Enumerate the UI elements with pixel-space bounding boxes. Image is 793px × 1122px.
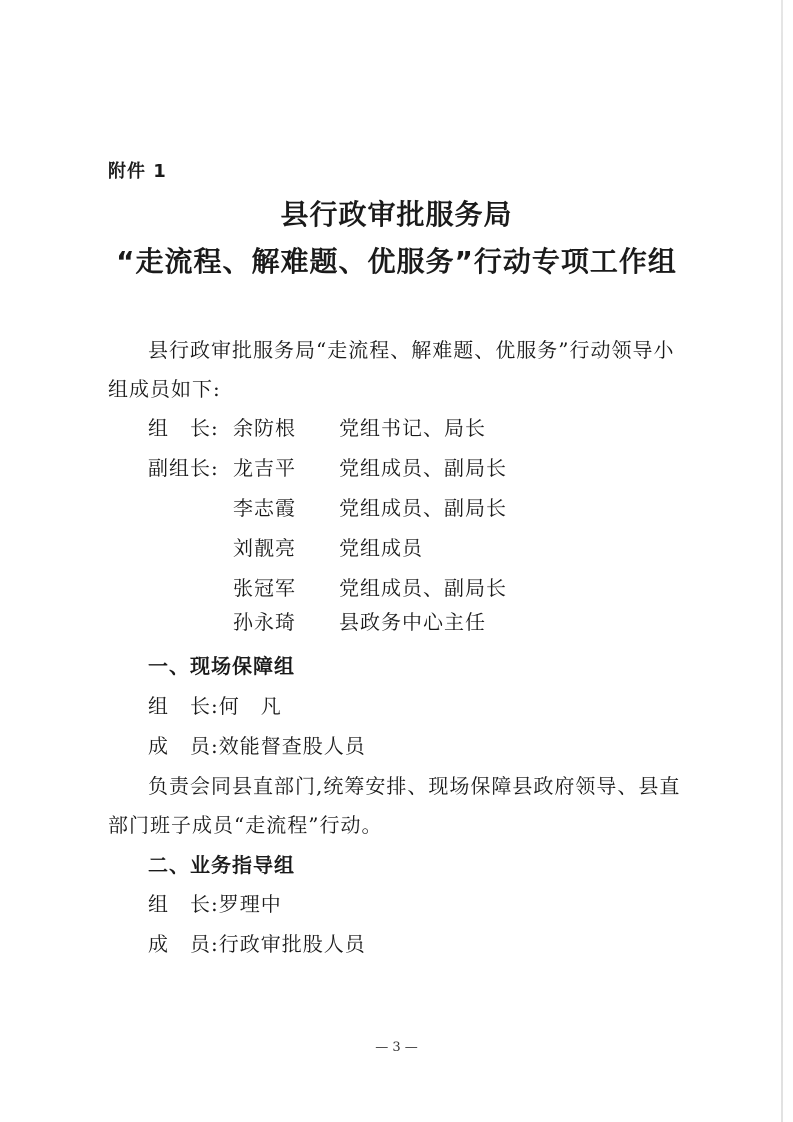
deputy-row — [233, 494, 507, 522]
deputy-row — [233, 608, 486, 636]
leader-post: 党组书记、局长 — [339, 416, 486, 440]
section-1-leader: 组 长:何 凡 — [148, 694, 282, 718]
deputy-post: 党组成员、副局长 — [339, 496, 507, 520]
section-1-heading: 一、现场保障组 — [148, 654, 295, 678]
deputy-name: 龙吉平 — [233, 456, 296, 480]
deputy-row — [233, 534, 423, 562]
section-2-members: 成 员:行政审批股人员 — [148, 932, 366, 956]
attachment-label: 附件 1 — [108, 161, 167, 182]
section-1-duty-line-2: 部门班子成员“走流程”行动。 — [108, 813, 383, 837]
leader-row — [148, 414, 486, 442]
deputy-post: 县政务中心主任 — [339, 610, 486, 634]
section-2-heading: 二、业务指导组 — [148, 853, 295, 877]
deputy-post: 党组成员、副局长 — [339, 576, 507, 600]
document-title-line-2: “走流程、解难题、优服务”行动专项工作组 — [116, 245, 677, 278]
deputy-role-label: 副组长: — [148, 456, 219, 480]
document-title-line-1: 县行政审批服务局 — [280, 198, 513, 231]
deputy-row — [148, 454, 507, 482]
deputy-name: 刘靓亮 — [233, 536, 296, 560]
deputy-row — [233, 574, 507, 602]
intro-line-2: 组成员如下: — [108, 377, 221, 401]
deputy-post: 党组成员、副局长 — [339, 456, 507, 480]
deputy-name: 李志霞 — [233, 496, 296, 520]
leader-name: 余防根 — [233, 416, 296, 440]
section-1-members: 成 员:效能督查股人员 — [148, 734, 366, 758]
intro-line-1: 县行政审批服务局“走流程、解难题、优服务”行动领导小 — [148, 338, 675, 362]
section-2-leader: 组 长:罗理中 — [148, 892, 282, 916]
deputy-post: 党组成员 — [339, 536, 423, 560]
section-1-duty-line-1: 负责会同县直部门,统筹安排、现场保障县政府领导、县直 — [148, 774, 681, 798]
scan-edge-shadow — [781, 0, 783, 1122]
deputy-name: 张冠军 — [233, 576, 296, 600]
leader-role-label: 组 长: — [148, 416, 219, 440]
deputy-name: 孙永琦 — [233, 610, 296, 634]
page-number: — 3 — — [375, 1040, 418, 1055]
